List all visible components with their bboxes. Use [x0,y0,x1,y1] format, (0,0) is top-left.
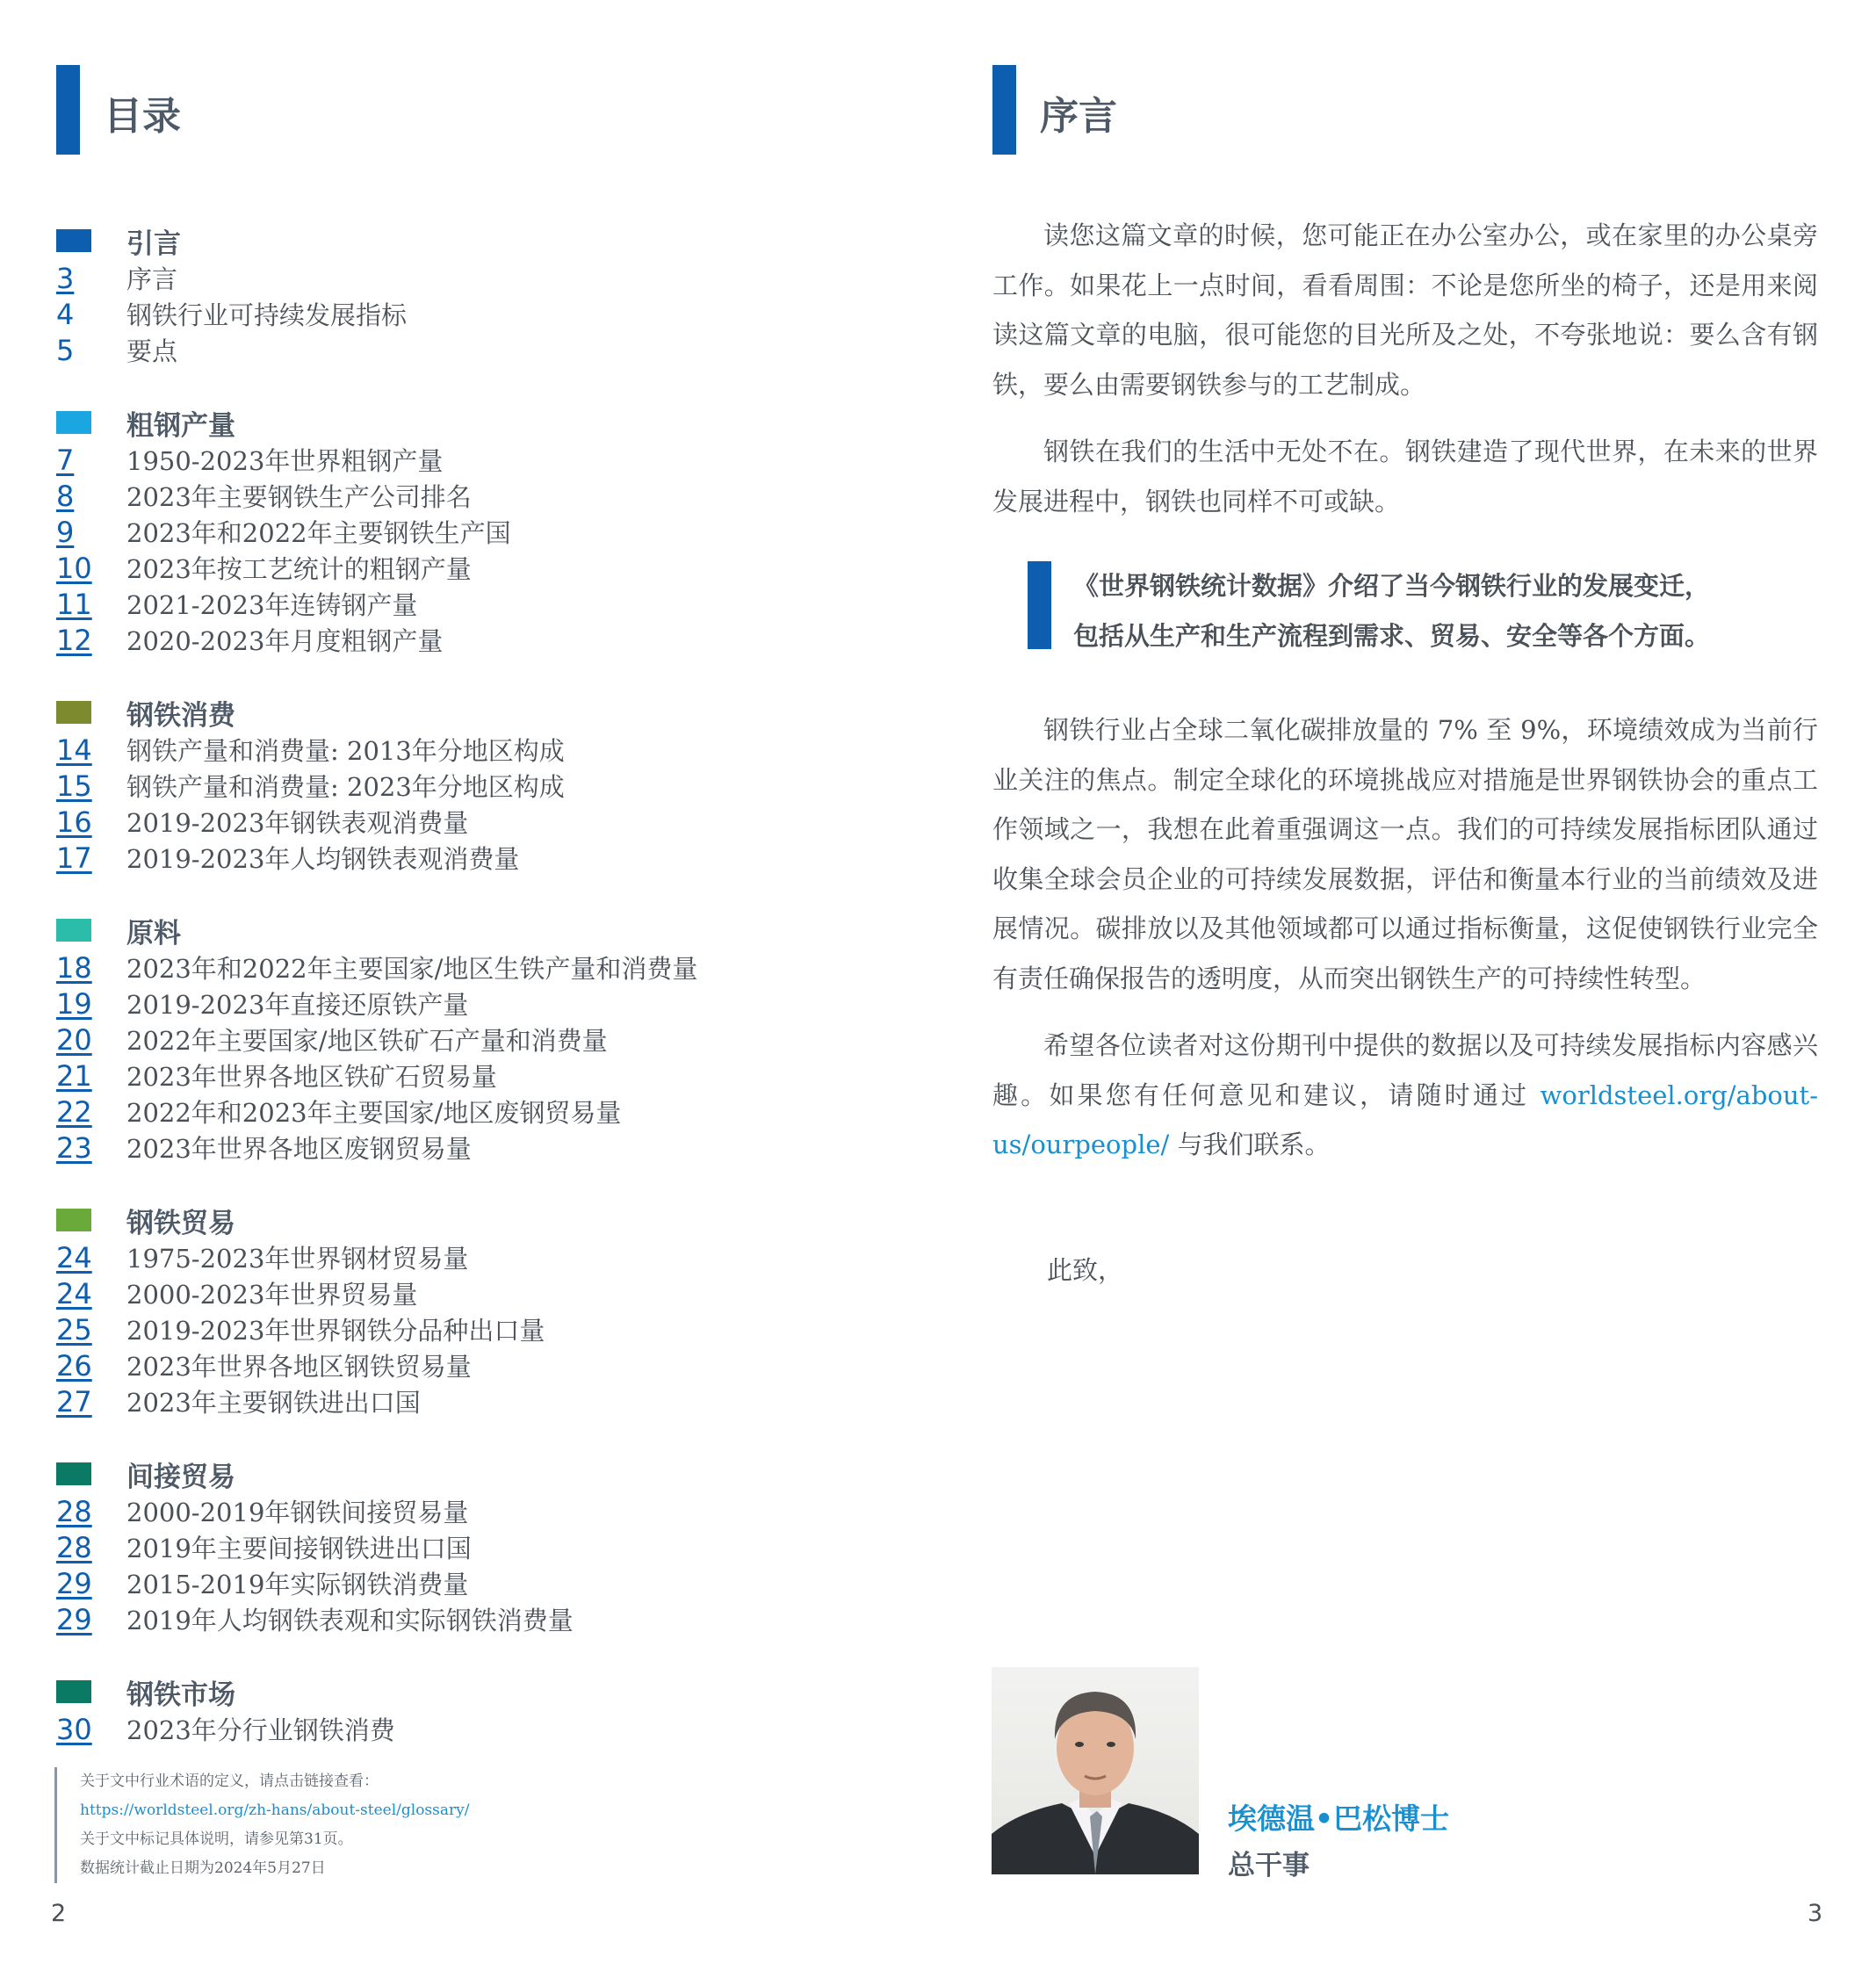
toc-entry[interactable] [56,1094,847,1130]
toc-section [56,403,847,658]
toc-entry-label: 2022年主要国家/地区铁矿石产量和消费量 [126,1026,608,1056]
section-color-swatch [56,1209,91,1231]
toc-entry-label: 2023年按工艺统计的粗钢产量 [126,554,472,584]
toc-entry[interactable] [56,732,847,768]
toc-entry[interactable] [56,949,847,986]
toc-page-link[interactable]: 19 [56,986,92,1021]
toc-entry-label: 2019年人均钢铁表观和实际钢铁消费量 [126,1606,574,1635]
toc-page-link[interactable]: 10 [56,551,92,585]
toc-section [56,221,847,368]
toc-section-header [56,1201,847,1239]
toc-entry[interactable] [56,1383,847,1419]
toc-entry-label: 2023年世界各地区铁矿石贸易量 [126,1062,497,1092]
toc-section [56,693,847,876]
pull-quote-line-1: 《世界钢铁统计数据》介绍了当今钢铁行业的发展变迁， [1073,571,1711,601]
section-color-swatch [56,701,91,724]
toc-entry-label: 2019年主要间接钢铁进出口国 [126,1534,472,1563]
toc-entry[interactable] [56,514,847,550]
section-color-swatch [56,919,91,942]
toc-page-link[interactable]: 27 [56,1384,92,1419]
toc-page-link[interactable]: 9 [56,515,75,549]
toc-entry-label: 2015-2019年实际钢铁消费量 [126,1570,469,1599]
section-color-swatch [56,1462,91,1485]
toc-entry-label: 2019-2023年直接还原铁产量 [126,990,469,1020]
toc-entry[interactable] [56,260,847,296]
section-color-swatch [56,411,91,434]
toc-entry-label: 2023年主要钢铁进出口国 [126,1388,421,1418]
toc-entry[interactable] [56,1058,847,1094]
contact-link[interactable]: worldsteel.org/about-us/ourpeople/ [992,1079,1818,1159]
paragraph-2: 钢铁在我们的生活中无处不在。钢铁建造了现代世界，在未来的世界发展进程中，钢铁也同样不可或缺。 [992,437,1818,516]
toc-section-header [56,693,847,732]
toc-page-link[interactable]: 8 [56,479,75,513]
toc-page-link[interactable]: 7 [56,443,75,477]
toc-section-title: 引言 [126,227,181,260]
toc-entry-label: 要点 [126,336,178,366]
toc-page-link[interactable]: 29 [56,1566,92,1600]
signatory-name: 埃德温•巴松博士 [1228,1801,1450,1836]
toc-entry[interactable] [56,1275,847,1311]
toc-section-header [56,403,847,442]
toc-page-link[interactable]: 24 [56,1240,92,1274]
toc-entry-label: 2022年和2023年主要国家/地区废钢贸易量 [126,1098,622,1128]
toc-section-header [56,911,847,949]
footnotes [54,1767,469,1883]
toc-entry-label: 1975-2023年世界钢材贸易量 [126,1244,469,1274]
toc-entry[interactable] [56,768,847,804]
toc-entry[interactable] [56,550,847,586]
toc-entry-label: 2023年和2022年主要钢铁生产国 [126,518,511,548]
toc-section-title: 粗钢产量 [126,409,235,442]
toc-page-link[interactable]: 28 [56,1494,92,1528]
toc-page-link[interactable]: 12 [56,623,92,657]
paragraph-3: 钢铁行业占全球二氧化碳排放量的 7% 至 9%，环境绩效成为当前行业关注的焦点。制定全球化的环境挑战应对措施是世界钢铁协会的重点工作领域之一，我想在此着重强调这一点。我们的可持续发展指标团队通过收集全球会员企业的可持续发展数据，评估和衡量本行业的当前绩效及进展情况。碳排放以及其他领域都可以通过指标衡量，这促使钢铁行业完全有责任确保报告的透明度，从而突出钢铁生产的可持续性转型。 [992,715,1818,993]
toc-entry-label: 2023年世界各地区废钢贸易量 [126,1134,472,1164]
marks-note: 关于文中标记具体说明，请参见第31页。 [80,1830,353,1848]
toc-section-title: 间接贸易 [126,1461,235,1493]
toc-entry[interactable] [56,442,847,478]
toc-entry-label: 2000-2019年钢铁间接贸易量 [126,1498,469,1527]
toc-page-link[interactable]: 25 [56,1312,92,1346]
toc-entry-label: 2021-2023年连铸钢产量 [126,590,418,620]
toc-page-link[interactable]: 20 [56,1022,92,1057]
toc-section-title: 钢铁消费 [126,699,235,732]
portrait-photo [992,1667,1199,1874]
toc-page-link[interactable]: 29 [56,1602,92,1636]
toc-entry[interactable] [56,332,847,368]
toc-page-link[interactable]: 30 [56,1712,92,1746]
toc-entry-label: 2019-2023年人均钢铁表观消费量 [126,844,520,874]
toc-page-link[interactable]: 26 [56,1348,92,1383]
toc-section-title: 原料 [126,917,181,949]
toc-entry-label: 2023年和2022年主要国家/地区生铁产量和消费量 [126,954,698,984]
toc-page-link[interactable]: 3 [56,261,75,295]
toc-entry-label: 钢铁产量和消费量: 2013年分地区构成 [126,736,565,766]
toc-section-header [56,221,847,260]
toc-page-link[interactable]: 16 [56,805,92,839]
toc-entry[interactable] [56,1711,847,1747]
toc-section-title: 钢铁贸易 [126,1207,235,1239]
toc-entry-label: 1950-2023年世界粗钢产量 [126,446,444,476]
toc-entry[interactable] [56,1022,847,1058]
signatory-title: 总干事 [1228,1850,1310,1881]
toc-entry-label: 2019-2023年钢铁表观消费量 [126,808,469,838]
toc-entry[interactable] [56,478,847,514]
pull-quote-bar [1028,561,1051,649]
toc-entry[interactable] [56,1347,847,1383]
toc-page-link[interactable]: 4 [56,297,75,331]
pull-quote [1028,561,1818,661]
toc-section [56,911,847,1166]
toc-entry[interactable] [56,1130,847,1166]
paragraph-1: 读您这篇文章的时候，您可能正在办公室办公，或在家里的办公桌旁工作。如果花上一点时间，看看周围：不论是您所坐的椅子，还是用来阅读这篇文章的电脑，很可能您的目光所及之处，不夸张地说：要么含有钢铁，要么由需要钢铁参与的工艺制成。 [992,220,1818,400]
paragraph-4-end: 与我们联系。 [1169,1130,1331,1159]
toc-entry[interactable] [56,1311,847,1347]
section-color-swatch [56,1680,91,1703]
toc-entry[interactable] [56,804,847,840]
glossary-note: 关于文中行业术语的定义，请点击链接查看： [80,1772,379,1790]
glossary-link[interactable]: https://worldsteel.org/zh-hans/about-steel/glossary/ [80,1801,470,1819]
toc-page-link[interactable]: 23 [56,1130,92,1165]
cutoff-date-note: 数据统计截止日期为2024年5月27日 [80,1859,326,1877]
toc-entry[interactable] [56,1601,847,1637]
toc-page-link[interactable]: 21 [56,1058,92,1093]
toc-section-header [56,1672,847,1711]
paragraph-4 [992,1021,1818,1170]
toc-page-link[interactable]: 17 [56,841,92,875]
toc-entry-label: 2000-2023年世界贸易量 [126,1280,418,1310]
toc-entry[interactable] [56,1493,847,1529]
foreword-body [992,211,1818,1287]
closing-regards: 此致， [1047,1254,1124,1285]
toc-page-link[interactable]: 14 [56,733,92,767]
toc-entry-label: 2023年分行业钢铁消费 [126,1715,395,1745]
toc-page-link[interactable]: 28 [56,1530,92,1564]
toc-entry[interactable] [56,1565,847,1601]
toc-page-link[interactable]: 22 [56,1094,92,1129]
toc-entry-label: 2023年主要钢铁生产公司排名 [126,482,472,512]
toc-section-header [56,1455,847,1493]
toc-page-link[interactable]: 24 [56,1276,92,1310]
foreword-title: 序言 [1040,94,1117,139]
page-number-right: 3 [1807,1900,1823,1927]
pull-quote-line-2: 包括从生产和生产流程到需求、贸易、安全等各个方面。 [1073,621,1711,651]
toc-section-title: 钢铁市场 [126,1679,235,1711]
toc-section [56,1455,847,1637]
toc-entry[interactable] [56,296,847,332]
contents-title: 目录 [104,94,181,139]
toc-entry-label: 序言 [126,264,178,294]
toc-entry[interactable] [56,586,847,622]
toc-entry[interactable] [56,622,847,658]
heading-accent-bar [992,65,1016,155]
toc-entry-label: 2020-2023年月度粗钢产量 [126,626,444,656]
page-number-left: 2 [51,1900,67,1927]
toc-entry[interactable] [56,840,847,876]
toc-entry-label: 钢铁产量和消费量: 2023年分地区构成 [126,772,565,802]
toc-entry-label: 钢铁行业可持续发展指标 [126,300,408,330]
toc-page-link[interactable]: 15 [56,769,92,803]
section-color-swatch [56,229,91,252]
paragraph-4-text: 希望各位读者对这份期刊中提供的数据以及可持续发展指标内容感兴趣。如果您有任何意见和建议，请随时通过 [992,1030,1818,1110]
toc-entry-label: 2023年世界各地区钢铁贸易量 [126,1352,472,1382]
toc-section [56,1201,847,1419]
toc-page-link[interactable]: 11 [56,587,92,621]
toc-section [56,1672,847,1747]
toc-entry-label: 2019-2023年世界钢铁分品种出口量 [126,1316,545,1346]
toc-entry[interactable] [56,986,847,1022]
toc-entry[interactable] [56,1529,847,1565]
heading-accent-bar [56,65,80,155]
table-of-contents [56,221,847,1782]
toc-entry[interactable] [56,1239,847,1275]
portrait-illustration [992,1667,1199,1874]
toc-page-link[interactable]: 5 [56,333,75,367]
toc-page-link[interactable]: 18 [56,950,92,985]
